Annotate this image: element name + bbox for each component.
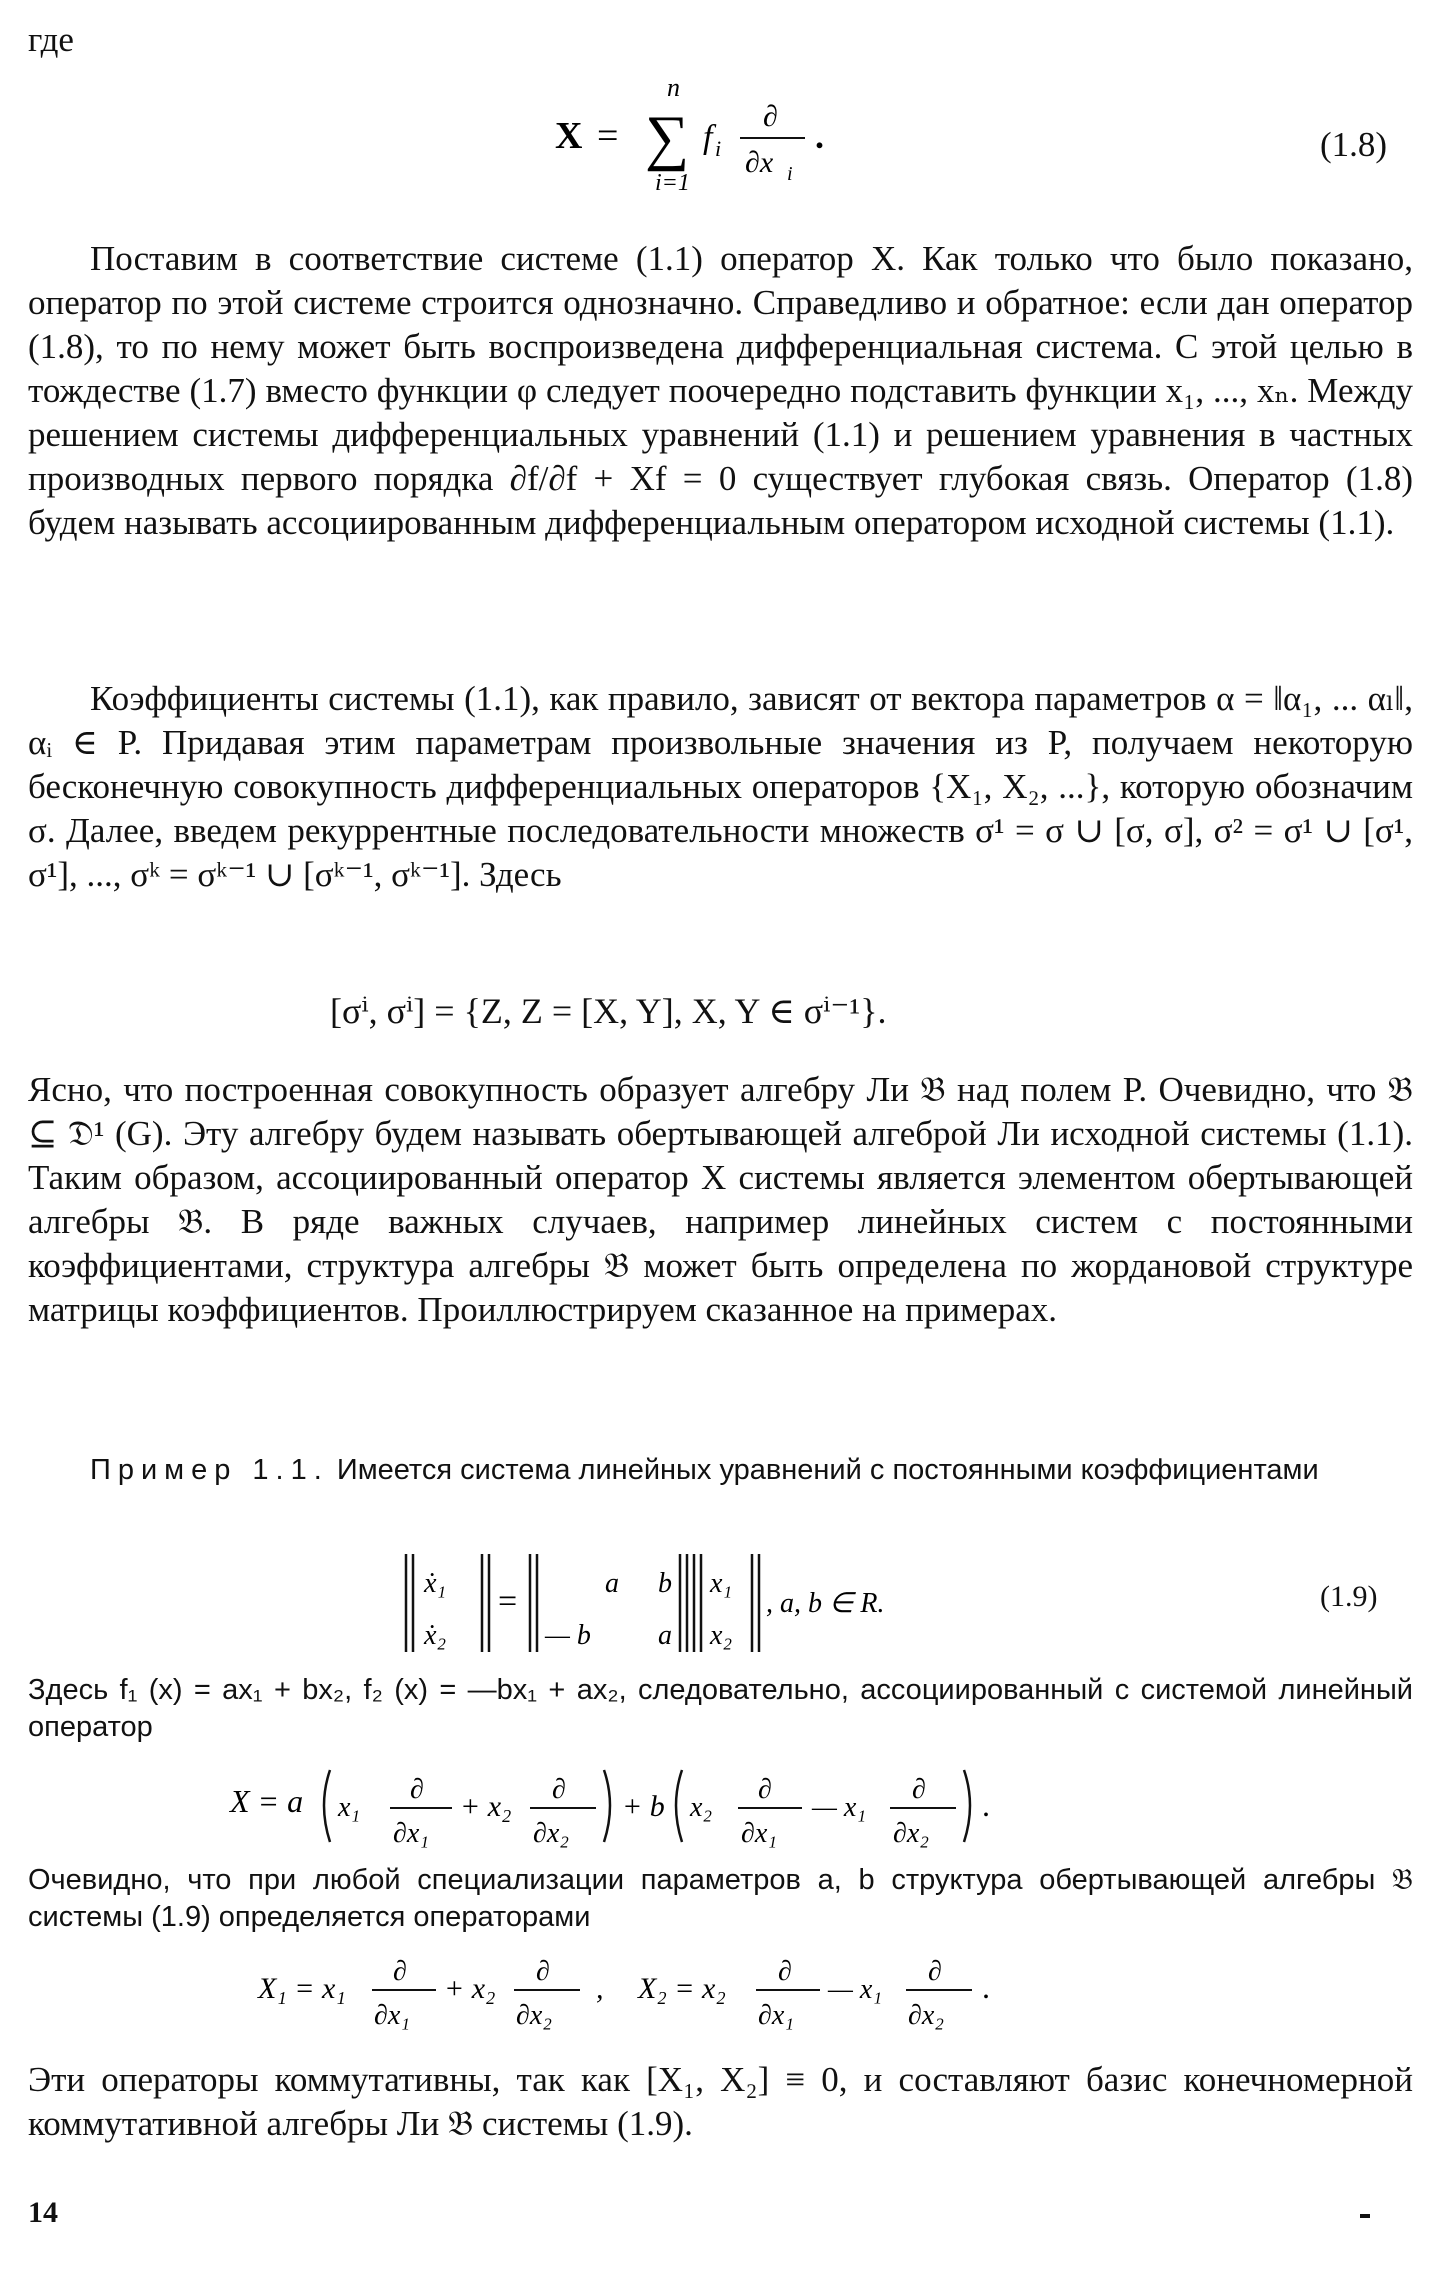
eq-1-8-lhs: X (555, 115, 583, 157)
op-x-tail: . (982, 1787, 990, 1823)
ops-den-4: ∂x₂ (908, 2000, 944, 2031)
ops-num-4: ∂ (928, 1956, 942, 1987)
op-x-minus-x1: — x₁ (812, 1792, 867, 1823)
ops-num-2: ∂ (536, 1956, 550, 1987)
matrix-equals: = (498, 1583, 518, 1620)
eq-1-8-sum-top: n (667, 73, 680, 102)
op-x-den-1: ∂x₁ (393, 1818, 429, 1849)
op-x-num-2: ∂ (552, 1774, 566, 1805)
small-paragraph-1: Здесь f₁ (x) = ax₁ + bx₂, f₂ (x) = —bx₁ + ax₂, следовательно, ассоциированный с системой линейный оператор (28, 1674, 1413, 1743)
matrix-m11: a (605, 1568, 619, 1599)
equation-operator-x (230, 1750, 1190, 1860)
matrix-m21: — b (545, 1620, 591, 1651)
intro-word: где (28, 20, 74, 59)
equation-number-1-9: (1.9) (1320, 1580, 1378, 1613)
ops-num-3: ∂ (778, 1956, 792, 1987)
example-1-1 (28, 1452, 1413, 1489)
op-x-den-4: ∂x₂ (893, 1818, 929, 1849)
small-paragraph-2: Очевидно, что при любой специализации параметров a, b структура обертывающей алгебры 𝔅 системы (1.9) определяется операторами (28, 1864, 1413, 1933)
equation-x1-x2 (258, 1940, 1218, 2040)
paren-icon (324, 1770, 330, 1842)
op-x-den-3: ∂x₁ (741, 1818, 777, 1849)
matrix-m12: b (658, 1568, 672, 1599)
op-x-plus-b: + b (622, 1790, 665, 1823)
op-x-plus-x2: + x₂ (460, 1790, 512, 1823)
eq-1-8-numerator: ∂ (763, 100, 778, 133)
matrix-v21: ẋ₂ (424, 1620, 447, 1651)
paren-icon (604, 1770, 610, 1842)
paren-icon (676, 1770, 682, 1842)
ops-plus-x2: + x₂ (444, 1972, 496, 2005)
op-x-x2: x₂ (690, 1792, 713, 1823)
ops-den-1: ∂x₁ (374, 2000, 410, 2031)
matrix-tail: , a, b ∈ R. (766, 1588, 885, 1619)
equation-1-9 (400, 1548, 1040, 1658)
ops-tail: . (982, 1969, 990, 2005)
equation-number-1-8: (1.8) (1320, 125, 1388, 164)
matrix-m22: a (658, 1620, 672, 1651)
eq-1-8-denominator: ∂x (745, 146, 774, 179)
op-x-lhs: X = a (230, 1783, 304, 1819)
equation-commutator: [σⁱ, σⁱ] = {Z, Z = [X, Y], X, Y ∈ σⁱ⁻¹}. (330, 991, 887, 1031)
ops-x2-lhs: X₂ = x₂ (638, 1972, 726, 2005)
matrix-x2: x₂ (710, 1620, 733, 1651)
example-text: Имеется система линейных уравнений с постоянными коэффициентами (336, 1454, 1319, 1486)
ops-num-1: ∂ (393, 1956, 407, 1987)
margin-mark (1360, 2214, 1370, 2218)
paragraph-1: Поставим в соответствие системе (1.1) оператор X. Как только что было показано, оператор по этой системе строится однозначно. Справедливо и обратное: если дан оператор (1.8), то по нему может быть воспроизведена дифференциальная система. С этой целью в тождестве (1.7) вместо функции φ следует поочередно подставить функции x₁, ..., xₙ. Между решением системы дифференциальных уравнений (1.1) и решением уравнения в частных производных первого порядка ∂f/∂f + Xf = 0 существует глубокая связь. Оператор (1.8) будем называть ассоциированным дифференциальным оператором исходной системы (1.1). (28, 239, 1413, 542)
eq-1-8-tail: . (815, 116, 824, 156)
matrix-v11: ẋ₁ (424, 1568, 447, 1599)
ops-minus-x1: — x₁ (828, 1974, 883, 2005)
op-x-num-3: ∂ (758, 1774, 772, 1805)
op-x-num-4: ∂ (912, 1774, 926, 1805)
op-x-x1: x₁ (338, 1792, 361, 1823)
equation-1-8 (545, 68, 885, 196)
ops-x1-lhs: X₁ = x₁ (258, 1972, 346, 2005)
example-label: Пример 1.1. (90, 1454, 329, 1486)
eq-1-8-sum-bottom: i=1 (655, 170, 690, 196)
matrix-x1: x₁ (710, 1568, 733, 1599)
page-number: 14 (28, 2196, 58, 2229)
op-x-num-1: ∂ (410, 1774, 424, 1805)
eq-1-8-den-sub: i (787, 163, 793, 185)
sigma-icon: ∑ (645, 104, 690, 172)
paren-icon (964, 1770, 970, 1842)
op-x-den-2: ∂x₂ (533, 1818, 569, 1849)
eq-1-8-f: f (703, 119, 713, 156)
ops-den-2: ∂x₂ (516, 2000, 552, 2031)
paragraph-2: Коэффициенты системы (1.1), как правило, зависят от вектора параметров α = ‖α₁, ... αₗ‖, αᵢ ∈ P. Придавая этим параметрам произвольные значения из P, получаем некоторую бесконечную совокупность дифференциальных операторов {X₁, X₂, ...}, которую обозначим σ. Далее, введем рекуррентные последовательности множеств σ¹ = σ ∪ [σ, σ], σ² = σ¹ ∪ [σ¹, σ¹], ..., σᵏ = σᵏ⁻¹ ∪ [σᵏ⁻¹, σᵏ⁻¹]. Здесь (28, 679, 1413, 894)
ops-comma: , (596, 1972, 604, 2005)
eq-1-8-f-sub: i (715, 136, 722, 161)
eq-1-8-equals: = (597, 115, 619, 157)
paragraph-3: Ясно, что построенная совокупность образует алгебру Ли 𝔅 над полем P. Очевидно, что 𝔅 ⊆ 𝔇¹ (G). Эту алгебру будем называть обертывающей алгеброй Ли исходной системы (1.1). Таким образом, ассоциированный оператор X системы является элементом обертывающей алгебры 𝔅. В ряде важных случаев, например линейных систем с постоянными коэффициентами, структура алгебры 𝔅 может быть определена по жордановой структуре матрицы коэффициентов. Проиллюстрируем сказанное на примерах. (28, 1070, 1413, 1329)
paragraph-4: Эти операторы коммутативны, так как [X₁, X₂] ≡ 0, и составляют базис конечномерной коммутативной алгебры Ли 𝔅 системы (1.9). (28, 2060, 1413, 2143)
ops-den-3: ∂x₁ (758, 2000, 794, 2031)
